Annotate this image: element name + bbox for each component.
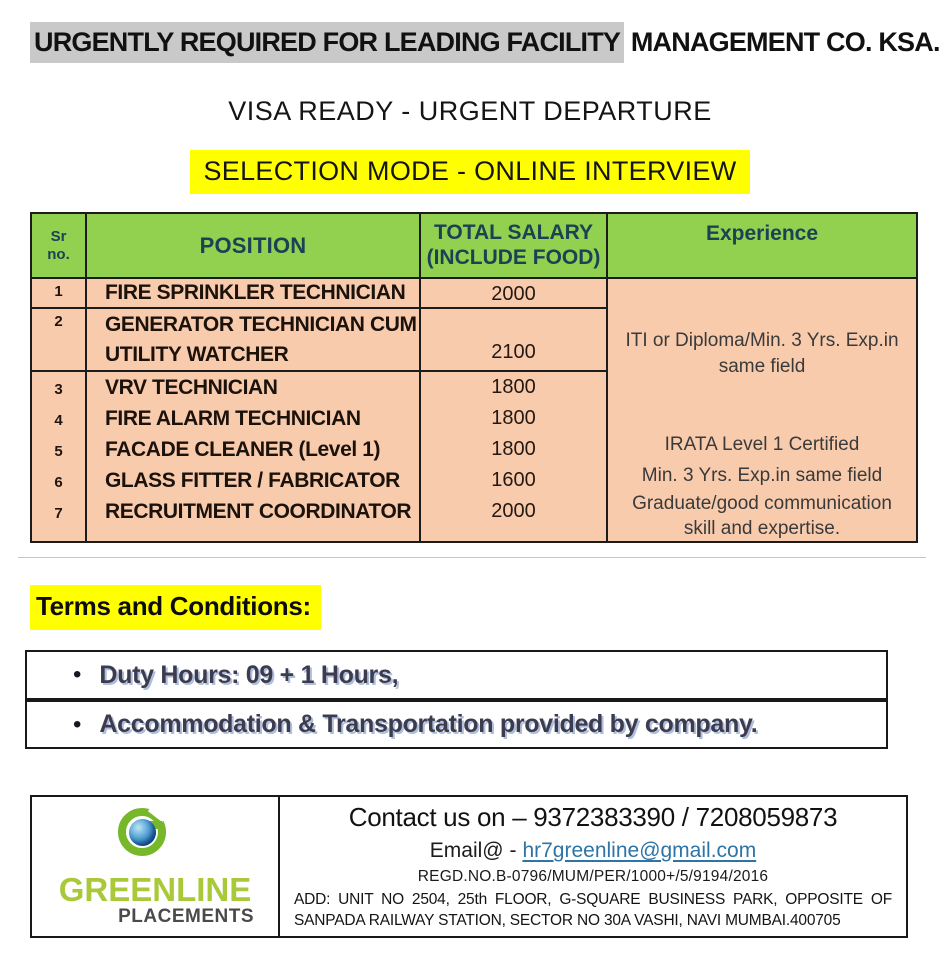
experience-row6: Min. 3 Yrs. Exp.in same field [641, 465, 883, 486]
terms-item-accommodation: Accommodation & Transportation provided by company. [99, 710, 758, 738]
positions-table [30, 212, 918, 543]
selection-mode-text: SELECTION MODE - ONLINE INTERVIEW [190, 150, 751, 194]
contact-phone-line: Contact us on – 9372383390 / 7208059873 [348, 802, 838, 832]
bullet-icon: • [73, 710, 82, 738]
logo-panel [32, 797, 280, 936]
address-line2: SANPADA RAILWAY STATION, SECTOR NO 30A VASHI, NAVI MUMBAI.400705 [294, 912, 841, 929]
table-header-position: POSITION [87, 214, 421, 279]
salary-header-line2: (INCLUDE FOOD) [426, 245, 601, 269]
position-4: FIRE ALARM TECHNICIAN [105, 407, 361, 430]
position-1: FIRE SPRINKLER TECHNICIAN [87, 279, 421, 309]
registration-number: REGD.NO.B-0796/MUM/PER/1000+/5/9194/2016 [417, 868, 769, 885]
selection-mode-banner [0, 150, 940, 194]
salary-3: 1800 [491, 376, 536, 398]
salary-5: 1800 [491, 438, 536, 460]
terms-item-duty-hours: Duty Hours: 09 + 1 Hours, [99, 660, 399, 689]
sr-number-4: 4 [54, 412, 63, 429]
table-header-experience: Experience [608, 214, 916, 279]
email-label: Email@ - [429, 839, 517, 862]
bullet-icon: • [73, 661, 82, 688]
salary-2-value: 2100 [491, 341, 536, 363]
email-link[interactable]: hr7greenline@gmail.com [522, 839, 757, 862]
page-title [30, 27, 940, 58]
position-2 [87, 309, 421, 372]
position-2-line2: UTILITY WATCHER [105, 342, 289, 366]
terms-heading [30, 585, 321, 630]
salary-header-line1: TOTAL SALARY [433, 221, 594, 245]
sr-header-line2: no. [47, 245, 70, 263]
experience-rows1-4-text: ITI or Diploma/Min. 3 Yrs. Exp.in same field [625, 330, 899, 377]
visa-ready-subtitle: VISA READY - URGENT DEPARTURE [228, 96, 712, 126]
terms-item-row [25, 650, 888, 700]
title-highlighted-part: URGENTLY REQUIRED FOR LEADING FACILITY [30, 22, 624, 63]
experience-cell [608, 279, 916, 541]
globe-icon [129, 819, 156, 846]
contact-panel [280, 797, 906, 936]
terms-item-row [25, 700, 888, 749]
salary-7: 2000 [491, 500, 536, 522]
logo-subtitle: PLACEMENTS [118, 906, 254, 927]
experience-row5: IRATA Level 1 Certified [664, 434, 860, 455]
salary-1: 2000 [421, 279, 608, 309]
email-line [294, 839, 892, 863]
sr-number-1: 1 [32, 279, 87, 309]
salary-6: 1600 [491, 469, 536, 491]
salary-4: 1800 [491, 407, 536, 429]
sr-number-3: 3 [54, 381, 63, 398]
position-6: GLASS FITTER / FABRICATOR [105, 469, 400, 492]
logo-name: GREENLINE [58, 871, 252, 908]
positions-3-7 [87, 372, 421, 541]
position-3: VRV TECHNICIAN [105, 376, 278, 399]
sr-number-6: 6 [54, 474, 63, 491]
position-2-line1: GENERATOR TECHNICIAN CUM [105, 312, 417, 336]
address-line1: ADD: UNIT NO 2504, 25th FLOOR, G-SQUARE BUSINESS PARK, OPPOSITE OF [294, 891, 892, 908]
experience-row7-text: Graduate/good communication skill and expertise. [632, 493, 892, 539]
table-shadow-divider [18, 557, 926, 558]
experience-row7 [608, 491, 916, 541]
position-5: FACADE CLEANER (Level 1) [105, 438, 381, 461]
position-7: RECRUITMENT COORDINATOR [105, 500, 412, 523]
title-rest-part: MANAGEMENT CO. KSA. [624, 27, 940, 57]
sr-number-2: 2 [32, 309, 87, 372]
terms-heading-text: Terms and Conditions: [30, 585, 321, 630]
experience-rows1-4 [608, 279, 916, 429]
sr-number-7: 7 [54, 505, 63, 522]
footer-contact-box [30, 795, 908, 938]
address-block [294, 889, 892, 931]
sr-numbers-3-7 [32, 372, 87, 541]
salaries-3-7 [421, 372, 608, 541]
table-header-salary [421, 214, 608, 279]
sr-header-line1: Sr [50, 228, 67, 246]
table-header-sr [32, 214, 87, 279]
salary-2 [421, 309, 608, 372]
sr-number-5: 5 [54, 443, 63, 460]
